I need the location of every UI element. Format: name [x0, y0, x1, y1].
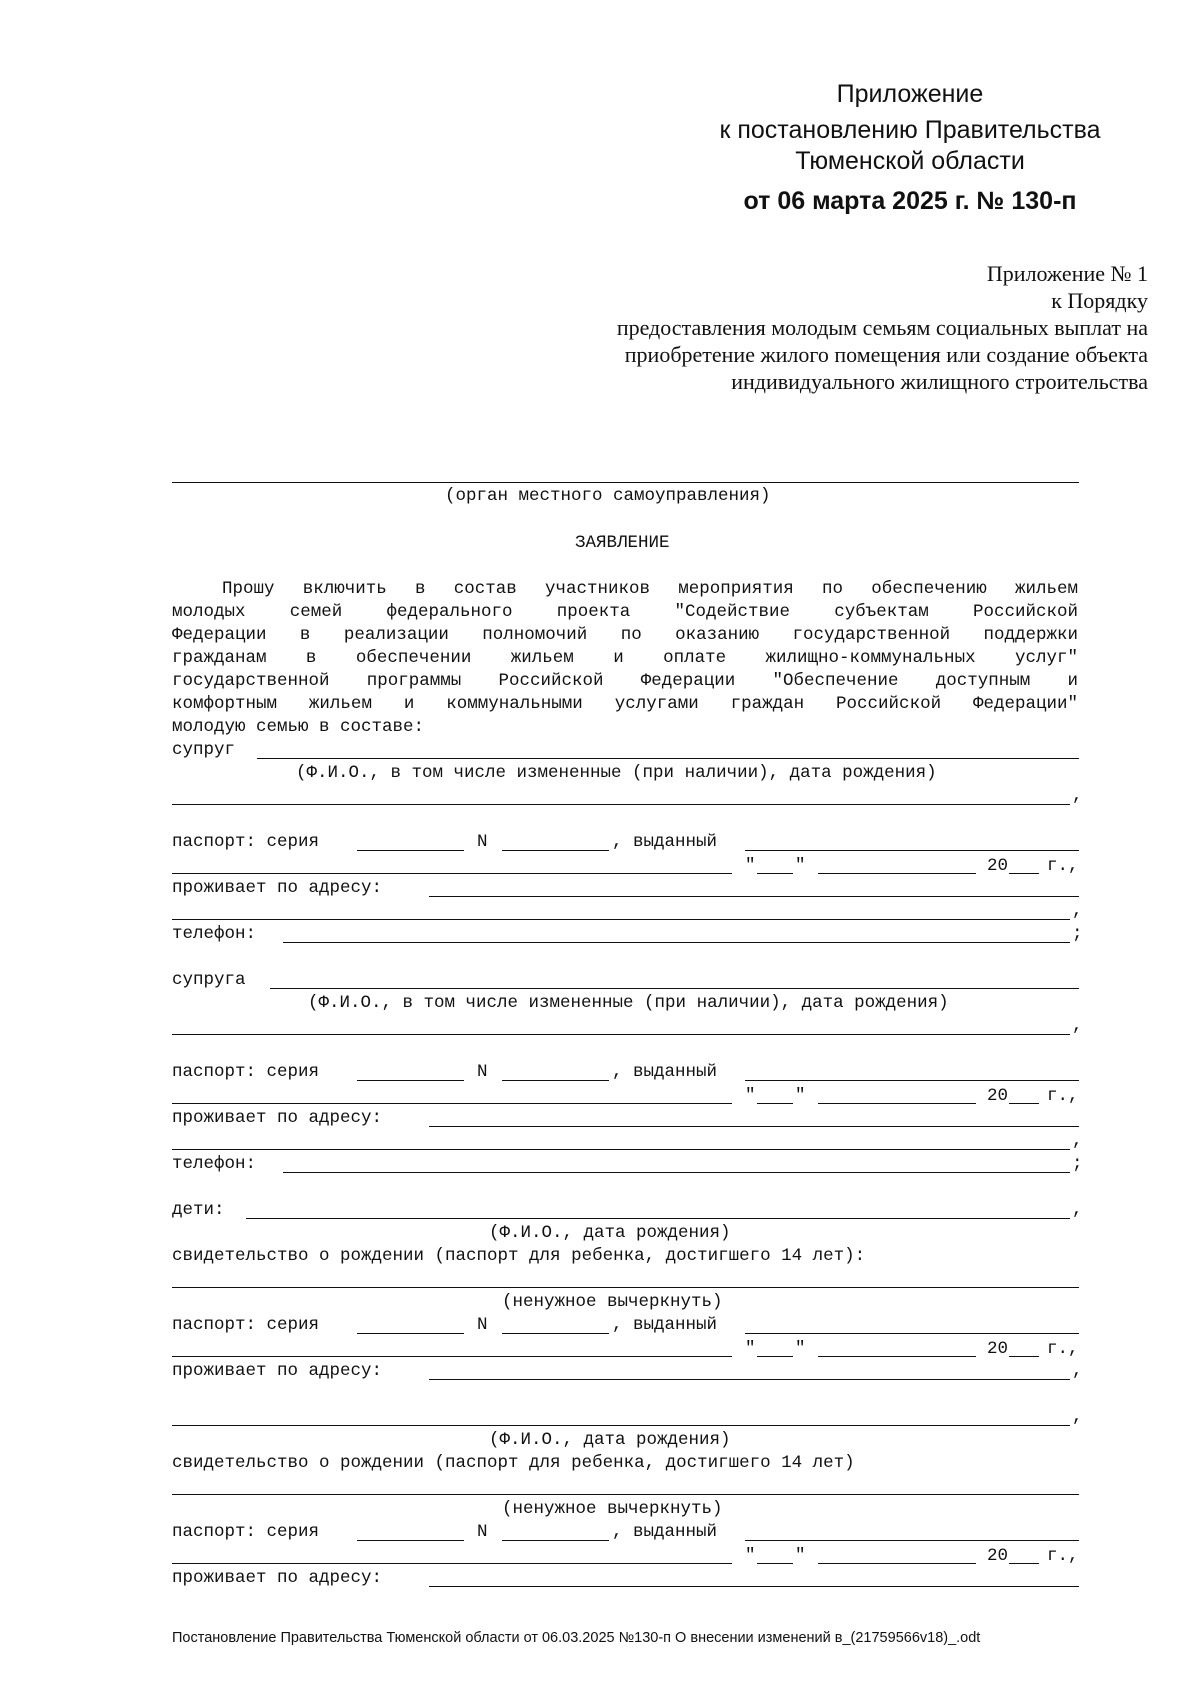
wife-issue-day-field[interactable] — [757, 1103, 793, 1104]
wife-issued-by-field[interactable] — [745, 1080, 1079, 1081]
year-suffix: г., — [1047, 1546, 1079, 1566]
child-2-birth-cert-label: свидетельство о рождении (паспорт для ребенка, достигшего 14 лет) — [172, 1453, 855, 1473]
child-2-address-field[interactable] — [429, 1586, 1079, 1587]
husband-issue-year-field[interactable] — [1009, 873, 1039, 874]
wife-passport-label: паспорт: серия — [172, 1062, 320, 1082]
appendix-heading: Приложение — [836, 80, 984, 108]
quote-close: " — [795, 1339, 806, 1359]
quote-open: " — [745, 1086, 756, 1106]
child-2-birth-cert-field[interactable] — [172, 1494, 1079, 1495]
year-suffix: г., — [1047, 1339, 1079, 1359]
number-sign: N — [477, 1062, 488, 1082]
year-prefix: 20 — [987, 1086, 1009, 1106]
comma: , — [1072, 786, 1083, 806]
comma: , — [1072, 1407, 1083, 1427]
wife-fio-field[interactable] — [270, 988, 1079, 989]
intro-line-4: гражданам в обеспечении жильем и оплате жилищно-коммунальных услуг" — [172, 648, 1078, 668]
issued-label: , выданный — [612, 1522, 718, 1542]
wife-fio-caption: (Ф.И.О., в том числе измененные (при наличии), дата рождения) — [308, 993, 949, 1013]
semicolon: ; — [1072, 1154, 1083, 1174]
intro-line-6: комфортным жильем и коммунальными услугами граждан Российской Федерации" — [172, 694, 1078, 714]
quote-close: " — [795, 1086, 806, 1106]
child-1-address-field[interactable] — [429, 1379, 1070, 1380]
husband-fio-caption: (Ф.И.О., в том числе измененные (при наличии), дата рождения) — [296, 763, 937, 783]
order-ref-line-4: приобретение жилого помещения или создание объекта — [624, 342, 1148, 367]
child-2-fio-caption: (Ф.И.О., дата рождения) — [489, 1430, 731, 1450]
year-prefix: 20 — [987, 1546, 1009, 1566]
child-1-fio-field[interactable] — [246, 1218, 1070, 1219]
quote-open: " — [745, 1546, 756, 1566]
form-title: ЗАЯВЛЕНИЕ — [575, 533, 670, 553]
child-2-issue-day-field[interactable] — [757, 1563, 793, 1564]
child-1-issue-month-field[interactable] — [818, 1356, 976, 1357]
number-sign: N — [477, 832, 488, 852]
issued-label: , выданный — [612, 1315, 718, 1335]
husband-issued-by-field-2[interactable] — [172, 873, 732, 874]
husband-fio-field[interactable] — [257, 758, 1079, 759]
year-prefix: 20 — [987, 856, 1009, 876]
husband-address-label: проживает по адресу: — [172, 878, 383, 898]
order-ref-line-2: к Порядку — [1051, 288, 1148, 313]
intro-line-3: Федерации в реализации полномочий по оказанию государственной поддержки — [172, 625, 1078, 645]
husband-issue-month-field[interactable] — [818, 873, 976, 874]
husband-issue-day-field[interactable] — [757, 873, 793, 874]
husband-passport-label: паспорт: серия — [172, 832, 320, 852]
number-sign: N — [477, 1522, 488, 1542]
wife-fio-field-2[interactable] — [172, 1034, 1070, 1035]
wife-address-field-2[interactable] — [172, 1149, 1070, 1150]
year-prefix: 20 — [987, 1339, 1009, 1359]
child-2-passport-number-field[interactable] — [502, 1540, 609, 1541]
child-2-address-label: проживает по адресу: — [172, 1568, 383, 1588]
wife-issue-year-field[interactable] — [1009, 1103, 1039, 1104]
order-ref-line-3: предоставления молодым семьям социальных выплат на — [616, 315, 1148, 340]
child-1-issue-day-field[interactable] — [757, 1356, 793, 1357]
husband-address-field-2[interactable] — [172, 919, 1070, 920]
child-1-birth-cert-field[interactable] — [172, 1287, 1079, 1288]
intro-line-5: государственной программы Российской Федерации "Обеспечение доступным и — [172, 671, 1078, 691]
child-1-fio-caption: (Ф.И.О., дата рождения) — [489, 1223, 731, 1243]
child-2-fio-field[interactable] — [172, 1425, 1070, 1426]
number-sign: N — [477, 1315, 488, 1335]
wife-address-field[interactable] — [429, 1126, 1079, 1127]
issued-label: , выданный — [612, 832, 718, 852]
strike-note: (ненужное вычеркнуть) — [502, 1292, 723, 1312]
resolution-date-number: от 06 марта 2025 г. № 130-п — [743, 187, 1077, 215]
year-suffix: г., — [1047, 1086, 1079, 1106]
resolution-line-2: Тюменской области — [795, 147, 1025, 175]
semicolon: ; — [1072, 924, 1083, 944]
child-2-issue-month-field[interactable] — [818, 1563, 976, 1564]
order-appendix-number: Приложение № 1 — [986, 261, 1148, 286]
husband-phone-label: телефон: — [172, 924, 257, 944]
strike-note: (ненужное вычеркнуть) — [502, 1499, 723, 1519]
order-ref-line-5: индивидуального жилищного строительства — [731, 369, 1148, 394]
husband-passport-number-field[interactable] — [502, 850, 609, 851]
child-2-issued-by-field[interactable] — [745, 1540, 1079, 1541]
wife-passport-series-field[interactable] — [357, 1080, 464, 1081]
child-1-issued-by-field-2[interactable] — [172, 1356, 732, 1357]
intro-line-2: молодых семей федерального проекта "Содействие субъектам Российской — [172, 602, 1078, 622]
husband-issued-by-field[interactable] — [745, 850, 1079, 851]
wife-issue-month-field[interactable] — [818, 1103, 976, 1104]
child-1-passport-series-field[interactable] — [357, 1333, 464, 1334]
child-1-birth-cert-label: свидетельство о рождении (паспорт для ребенка, достигшего 14 лет): — [172, 1246, 866, 1266]
child-2-issued-by-field-2[interactable] — [172, 1563, 732, 1564]
child-2-issue-year-field[interactable] — [1009, 1563, 1039, 1564]
comma: , — [1072, 1016, 1083, 1036]
child-1-passport-label: паспорт: серия — [172, 1315, 320, 1335]
wife-address-label: проживает по адресу: — [172, 1108, 383, 1128]
intro-line-1: Прошу включить в состав участников мероприятия по обеспечению жильем — [222, 579, 1078, 599]
authority-caption: (орган местного самоуправления) — [445, 486, 771, 506]
authority-line[interactable] — [172, 482, 1079, 483]
quote-open: " — [745, 856, 756, 876]
child-2-passport-label: паспорт: серия — [172, 1522, 320, 1542]
comma: , — [1072, 1131, 1083, 1151]
wife-phone-label: телефон: — [172, 1154, 257, 1174]
child-1-issue-year-field[interactable] — [1009, 1356, 1039, 1357]
husband-phone-field[interactable] — [283, 942, 1070, 943]
husband-label: супруг — [172, 740, 236, 760]
comma: , — [1072, 1361, 1083, 1381]
wife-phone-field[interactable] — [283, 1172, 1070, 1173]
comma: , — [1072, 1200, 1083, 1220]
wife-label: супруга — [172, 970, 246, 990]
child-1-address-label: проживает по адресу: — [172, 1361, 383, 1381]
issued-label: , выданный — [612, 1062, 718, 1082]
wife-passport-number-field[interactable] — [502, 1080, 609, 1081]
footer-document-name: Постановление Правительства Тюменской области от 06.03.2025 №130-п О внесении изменений в_(21759566v18)_.odt — [172, 1630, 981, 1646]
child-1-issued-by-field[interactable] — [745, 1333, 1079, 1334]
comma: , — [1072, 901, 1083, 921]
year-suffix: г., — [1047, 856, 1079, 876]
child-1-passport-number-field[interactable] — [502, 1333, 609, 1334]
children-label: дети: — [172, 1200, 225, 1220]
quote-close: " — [795, 1546, 806, 1566]
husband-fio-field-2[interactable] — [172, 804, 1070, 805]
quote-open: " — [745, 1339, 756, 1359]
husband-passport-series-field[interactable] — [357, 850, 464, 851]
child-2-passport-series-field[interactable] — [357, 1540, 464, 1541]
wife-issued-by-field-2[interactable] — [172, 1103, 732, 1104]
resolution-line-1: к постановлению Правительства — [719, 116, 1101, 144]
intro-line-7: молодую семью в составе: — [172, 717, 425, 737]
quote-close: " — [795, 856, 806, 876]
husband-address-field[interactable] — [429, 896, 1079, 897]
